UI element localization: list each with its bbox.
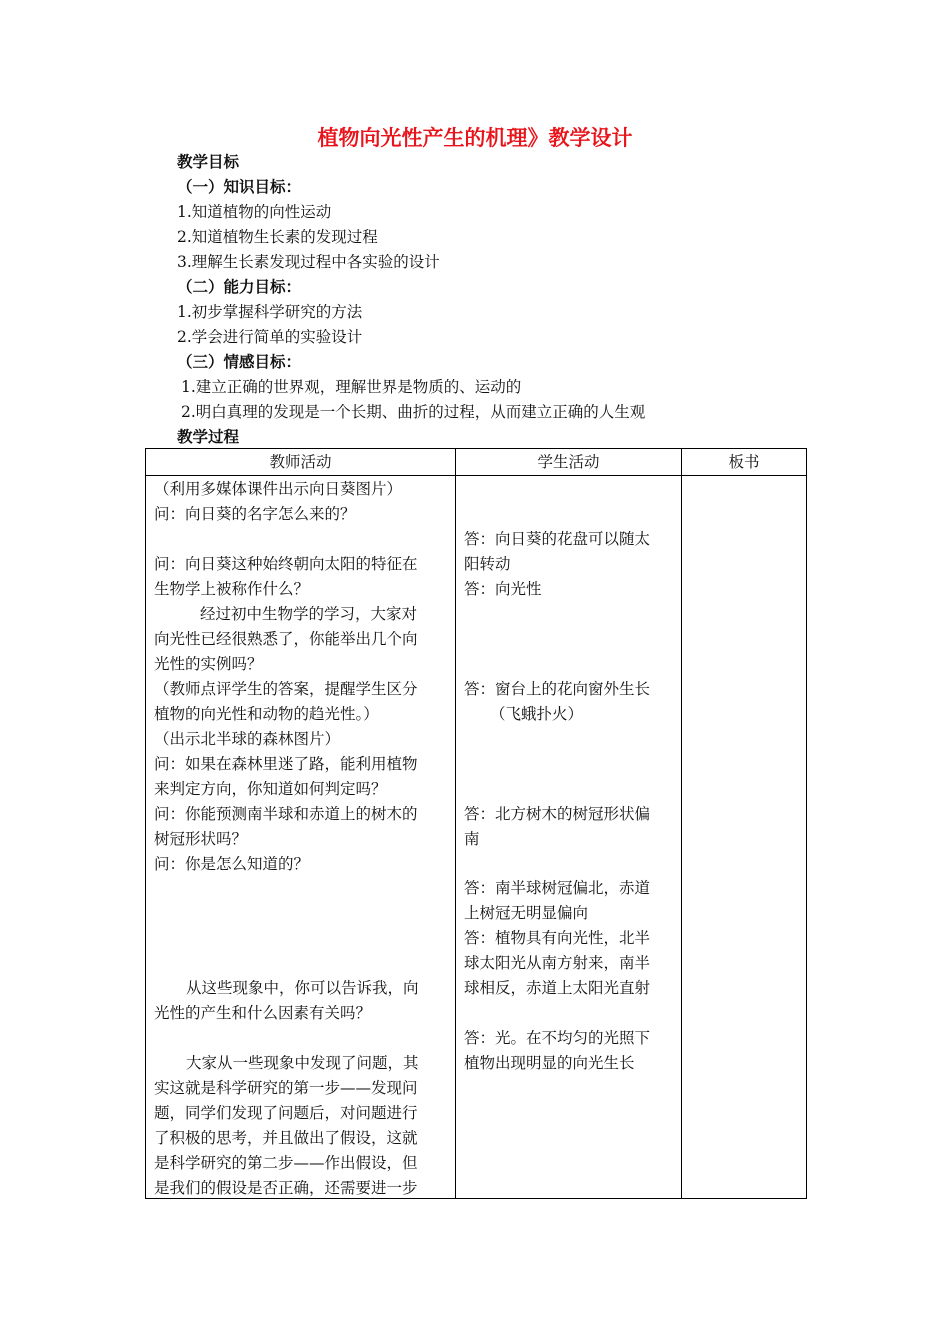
student-line: 答：植物具有向光性，北半: [464, 929, 651, 947]
student-line: 答：向日葵的花盘可以随太: [464, 530, 651, 548]
teacher-line: 植物的向光性和动物的趋光性。）: [154, 705, 379, 723]
student-line: 答：窗台上的花向窗外生长: [464, 680, 651, 698]
student-line: 上树冠无明显偏向: [464, 904, 589, 922]
teacher-line: 来判定方向，你知道如何判定吗？: [154, 780, 387, 798]
knowledge-goal-item: 1.知道植物的向性运动: [177, 203, 332, 221]
emotion-goal-item: 2.明白真理的发现是一个长期、曲折的过程，从而建立正确的人生观: [181, 403, 646, 421]
teacher-line: 是科学研究的第二步——作出假设，但: [154, 1154, 418, 1172]
teacher-line: 实这就是科学研究的第一步——发现问: [154, 1079, 418, 1097]
teacher-line: 题，同学们发现了问题后，对问题进行: [154, 1104, 418, 1122]
ability-goals-heading: （二）能力目标：: [177, 278, 302, 296]
teaching-process-table: [145, 448, 807, 1199]
teacher-activity-cell: [146, 476, 456, 1199]
goals-heading: 教学目标: [177, 153, 240, 171]
process-heading: 教学过程: [177, 428, 240, 446]
student-line: 答：向光性: [464, 580, 542, 598]
ability-goal-item: 2.学会进行简单的实验设计: [177, 328, 363, 346]
teacher-line: 问：向日葵这种始终朝向太阳的特征在: [154, 555, 418, 573]
knowledge-goal-item: 2.知道植物生长素的发现过程: [177, 228, 378, 246]
student-line: 答：南半球树冠偏北，赤道: [464, 879, 651, 897]
student-line: 植物出现明显的向光生长: [464, 1054, 635, 1072]
table-row: [146, 476, 807, 1199]
teacher-line: 光性的产生和什么因素有关吗？: [154, 1004, 372, 1022]
teacher-line: 向光性已经很熟悉了，你能举出几个向: [154, 630, 418, 648]
student-line: （飞蛾扑火）: [490, 705, 584, 723]
teacher-line: （利用多媒体课件出示向日葵图片）: [154, 480, 403, 498]
teacher-line: 从这些现象中，你可以告诉我，向: [186, 979, 419, 997]
student-line: 答：北方树木的树冠形状偏: [464, 805, 651, 823]
teacher-line: 问：你是怎么知道的？: [154, 855, 310, 873]
teacher-line: 光性的实例吗？: [154, 655, 263, 673]
emotion-goal-item: 1.建立正确的世界观，理解世界是物质的、运动的: [181, 378, 522, 396]
column-header-teacher: 教师活动: [146, 449, 456, 476]
ability-goal-item: 1.初步掌握科学研究的方法: [177, 303, 363, 321]
page-title: 植物向光性产生的机理》教学设计: [317, 126, 633, 150]
student-line: 阳转动: [464, 555, 511, 573]
student-line: 南: [464, 830, 480, 848]
knowledge-goals-heading: （一）知识目标：: [177, 178, 302, 196]
teacher-line: 问：你能预测南半球和赤道上的树木的: [154, 805, 418, 823]
column-header-board: 板书: [682, 449, 807, 476]
teacher-line: （出示北半球的森林图片）: [154, 730, 341, 748]
teacher-line: 树冠形状吗？: [154, 830, 248, 848]
teacher-line: 了积极的思考，并且做出了假设，这就: [154, 1129, 418, 1147]
emotion-goals-heading: （三）情感目标：: [177, 353, 302, 371]
student-line: 球相反，赤道上太阳光直射: [464, 979, 651, 997]
knowledge-goal-item: 3.理解生长素发现过程中各实验的设计: [177, 253, 440, 271]
student-activity-cell: [456, 476, 682, 1199]
column-header-student: 学生活动: [456, 449, 682, 476]
table-header-row: [146, 449, 807, 476]
teacher-line: 问：如果在森林里迷了路，能利用植物: [154, 755, 418, 773]
teacher-line: 大家从一些现象中发现了问题，其: [186, 1054, 419, 1072]
student-line: 答：光。在不均匀的光照下: [464, 1029, 651, 1047]
teacher-line: 经过初中生物学的学习，大家对: [200, 605, 418, 623]
student-line: 球太阳光从南方射来，南半: [464, 954, 651, 972]
teacher-line: 生物学上被称作什么？: [154, 580, 310, 598]
teacher-line: 是我们的假设是否正确，还需要进一步: [154, 1179, 418, 1197]
board-writing-cell: [682, 476, 807, 1199]
teacher-line: （教师点评学生的答案，提醒学生区分: [154, 680, 418, 698]
teacher-line: 问：向日葵的名字怎么来的？: [154, 505, 356, 523]
